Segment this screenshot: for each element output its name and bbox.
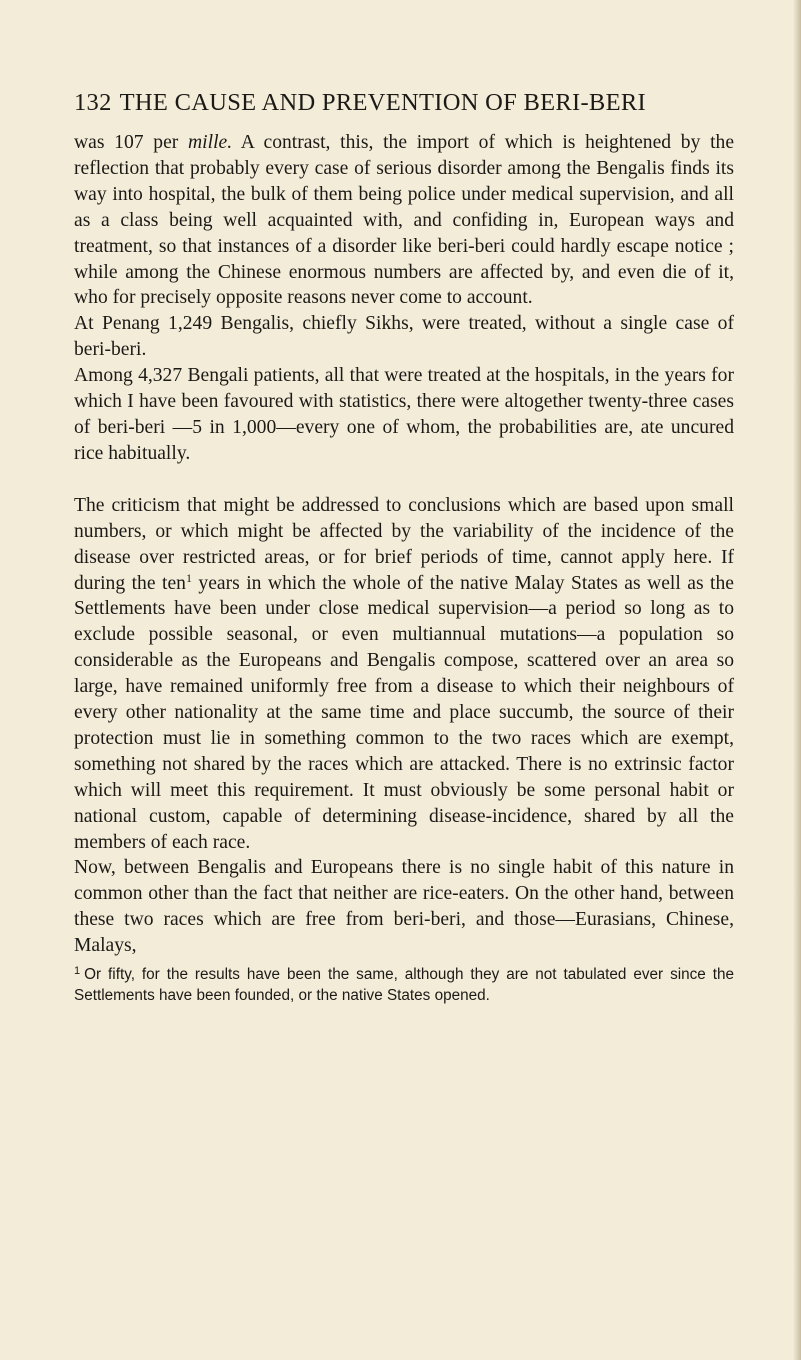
running-head [74, 88, 734, 118]
book-page [74, 88, 734, 1007]
footnote-reference: 1 [185, 570, 192, 585]
paragraph-1: was 107 per mille. A contrast, this, the import of which is heightened by the reflection that probably every case of serious disorder among the Bengalis finds its way into hospital, the bulk of them being police under medical supervision, and all as a class being well acquainted with, and confiding in, European ways and treatment, so that instances of a disorder like beri-beri could hardly escape notice ; while among the Chinese enormous numbers are affected by, and even die of it, who for precisely opposite reasons never come to account. [74, 132, 735, 309]
paragraph-3: Among 4,327 Bengali patients, all that were treated at the hospitals, in the years for which I have been favoured with statistics, there were altogether twenty-three cases of beri-beri —5 in 1,000—every one of whom, the probabilities are, ate uncured rice habitually. [74, 365, 734, 464]
body-text [74, 130, 734, 959]
page-number: 132 [74, 89, 112, 116]
italic-mille: mille. [188, 132, 233, 153]
paragraph-2: At Penang 1,249 Bengalis, chiefly Sikhs, were treated, without a single case of beri-beri. [74, 313, 734, 361]
footnote-mark: 1 [74, 965, 81, 978]
paragraph-4: The criticism that might be addressed to conclusions which are based upon small numbers, or which might be affected by the variability of the incidence of the disease over restricted areas, or for brief periods of time, cannot apply here. If during the ten$^1$ years in which the whole of the native Malay States as well as the Settlements have been under close medical supervision—a period so long as to exclude possible seasonal, or even multiannual mutations—a population so considerable as the Europeans and Bengalis compose, scattered over an area so large, have remained uniformly free from a disease to which their neighbours of every other nationality at the same time and place succumb, the source of their protection must lie in something common to the two races which are exempt, something not shared by the races which are attacked. There is no extrinsic factor which will meet this requirement. It must obviously be some personal habit or national custom, capable of determining disease-incidence, shared by all the members of each race. [74, 494, 734, 853]
footnote-text: Or fifty, for the results have been the same, although they are not tabulated ever since the Settlements have been founded, or the native States opened. [74, 966, 734, 1004]
running-title: THE CAUSE AND PREVENTION OF BERI-BERI [119, 89, 646, 116]
footnote [74, 965, 734, 1007]
page-edge-shadow [793, 0, 801, 1360]
paragraph-5: Now, between Bengalis and Europeans there is no single habit of this nature in common other than the fact that neither are rice-eaters. On the other hand, between these two races which are free from beri-beri, and those—Eurasians, Chinese, Malays, [74, 857, 734, 957]
